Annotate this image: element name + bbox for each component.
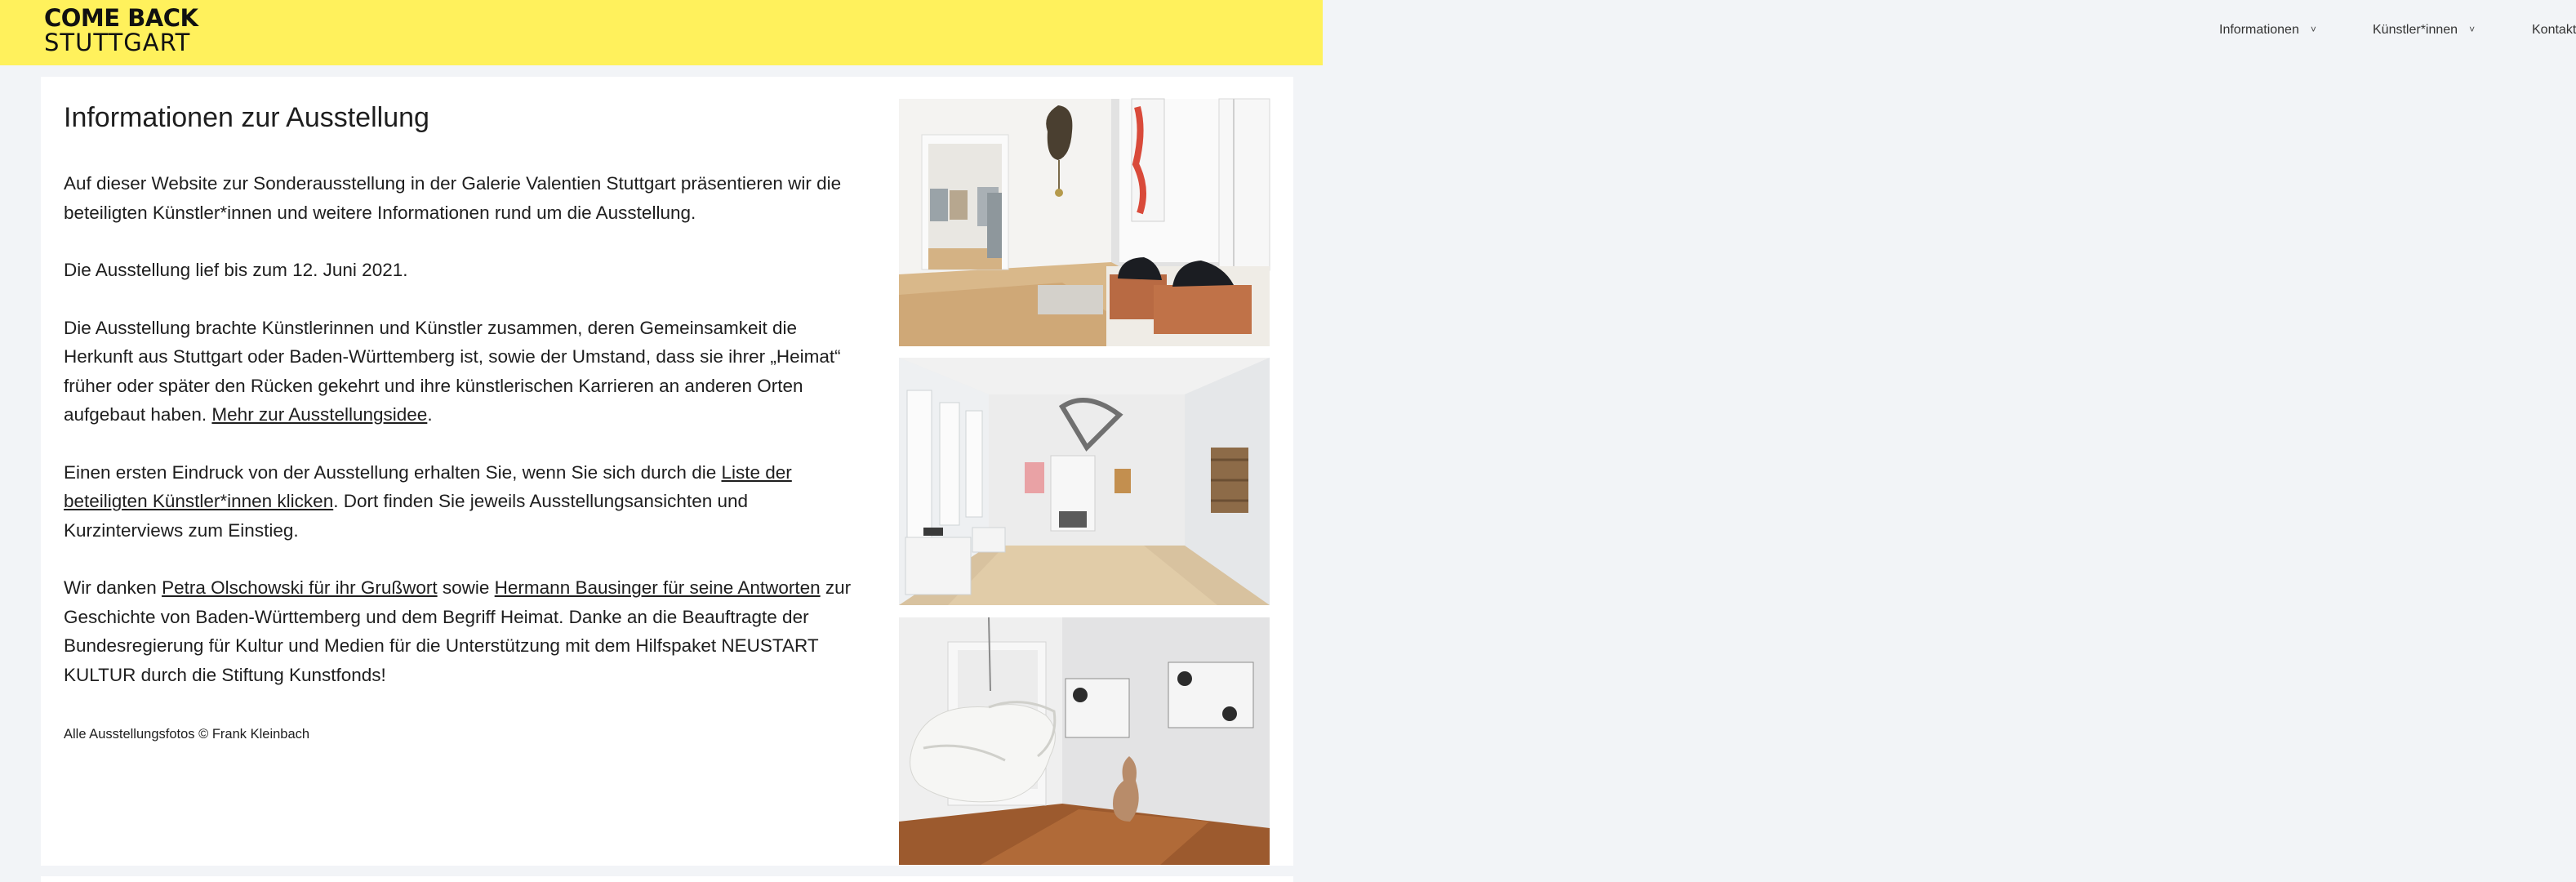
concept-after: . (427, 404, 433, 425)
site-logo[interactable] (44, 4, 198, 56)
chevron-down-icon: ˅ (2469, 24, 2476, 35)
site-header (0, 0, 2576, 65)
thanks-text-before: Wir danken (64, 577, 162, 599)
nav-item-label: Künstler*innen (2373, 23, 2458, 37)
nav-item-kuenstlerinnen[interactable] (2373, 23, 2475, 38)
content-bottom-edge (41, 876, 1293, 882)
gallery-photo-shoes-image (899, 99, 1270, 346)
nav-item-informationen[interactable] (2219, 23, 2316, 38)
thanks-paragraph (64, 573, 864, 689)
nav-item-kontakt[interactable] (2532, 23, 2576, 38)
concept-paragraph (64, 314, 864, 430)
bausinger-link[interactable]: Hermann Bausinger für seine Antworten (494, 577, 821, 599)
concept-link[interactable]: Mehr zur Ausstellungsidee (211, 404, 428, 425)
artists-list-link[interactable]: Liste der beteiligten Künstler*innen klicken (64, 461, 792, 512)
logo-line-2: STUTTGART (44, 29, 191, 56)
gallery-photo-room-image (899, 358, 1270, 605)
concept-text: Die Ausstellung brachte Künstlerinnen und Künstler zusammen, deren Gemeinsamkeit die Herkunft aus Stuttgart oder Baden-Württemberg ist, sowie der Umstand, dass sie ihrer „Heimat“ früher oder später den Rücken gekehrt und ihre künstlerischen Karrieren an anderen Orten aufgebaut haben. (64, 317, 841, 425)
article-text (64, 103, 864, 742)
end-date-paragraph (64, 256, 864, 285)
thanks-text-mid: sowie (437, 577, 495, 599)
logo-line-1: COME BACK (44, 4, 198, 32)
artists-paragraph (64, 458, 864, 546)
intro-text: Auf dieser Website zur Sonderausstellung in der Galerie Valentien Stuttgart präsentieren wir die beteiligten Künstler*innen und weitere Informationen rund um die Ausstellung. (64, 173, 842, 223)
artists-text-after: . Dort finden Sie jeweils Ausstellungsansichten und Kurzinterviews zum Einstieg. (64, 491, 749, 541)
gallery-photo-shoes (899, 99, 1270, 346)
gallery-photo-room (899, 358, 1270, 605)
gallery-photo-handshake-image (899, 617, 1270, 865)
intro-paragraph (64, 169, 864, 227)
chevron-down-icon: ˅ (2310, 24, 2316, 35)
photo-credit: Alle Ausstellungsfotos © Frank Kleinbach (64, 727, 310, 742)
gallery-photo-handshake (899, 617, 1270, 865)
page-title: Informationen zur Ausstellung (64, 102, 429, 133)
olschowski-link[interactable]: Petra Olschowski für ihr Grußwort (162, 577, 438, 599)
artists-text-before: Einen ersten Eindruck von der Ausstellung erhalten Sie, wenn Sie sich durch die (64, 461, 722, 483)
nav-item-label: Informationen (2219, 23, 2299, 37)
end-date-text: Die Ausstellung lief bis zum 12. Juni 2021. (64, 260, 408, 281)
nav-item-label: Kontakt (2532, 23, 2576, 37)
thanks-text-after: zur Geschichte von Baden-Württemberg und dem Begriff Heimat. Danke an die Beauftragte der Bundesregierung für Kultur und Medien für die Unterstützung mit dem Hilfspaket NEUSTART KULTUR durch die Stiftung Kunstfonds! (64, 577, 852, 685)
